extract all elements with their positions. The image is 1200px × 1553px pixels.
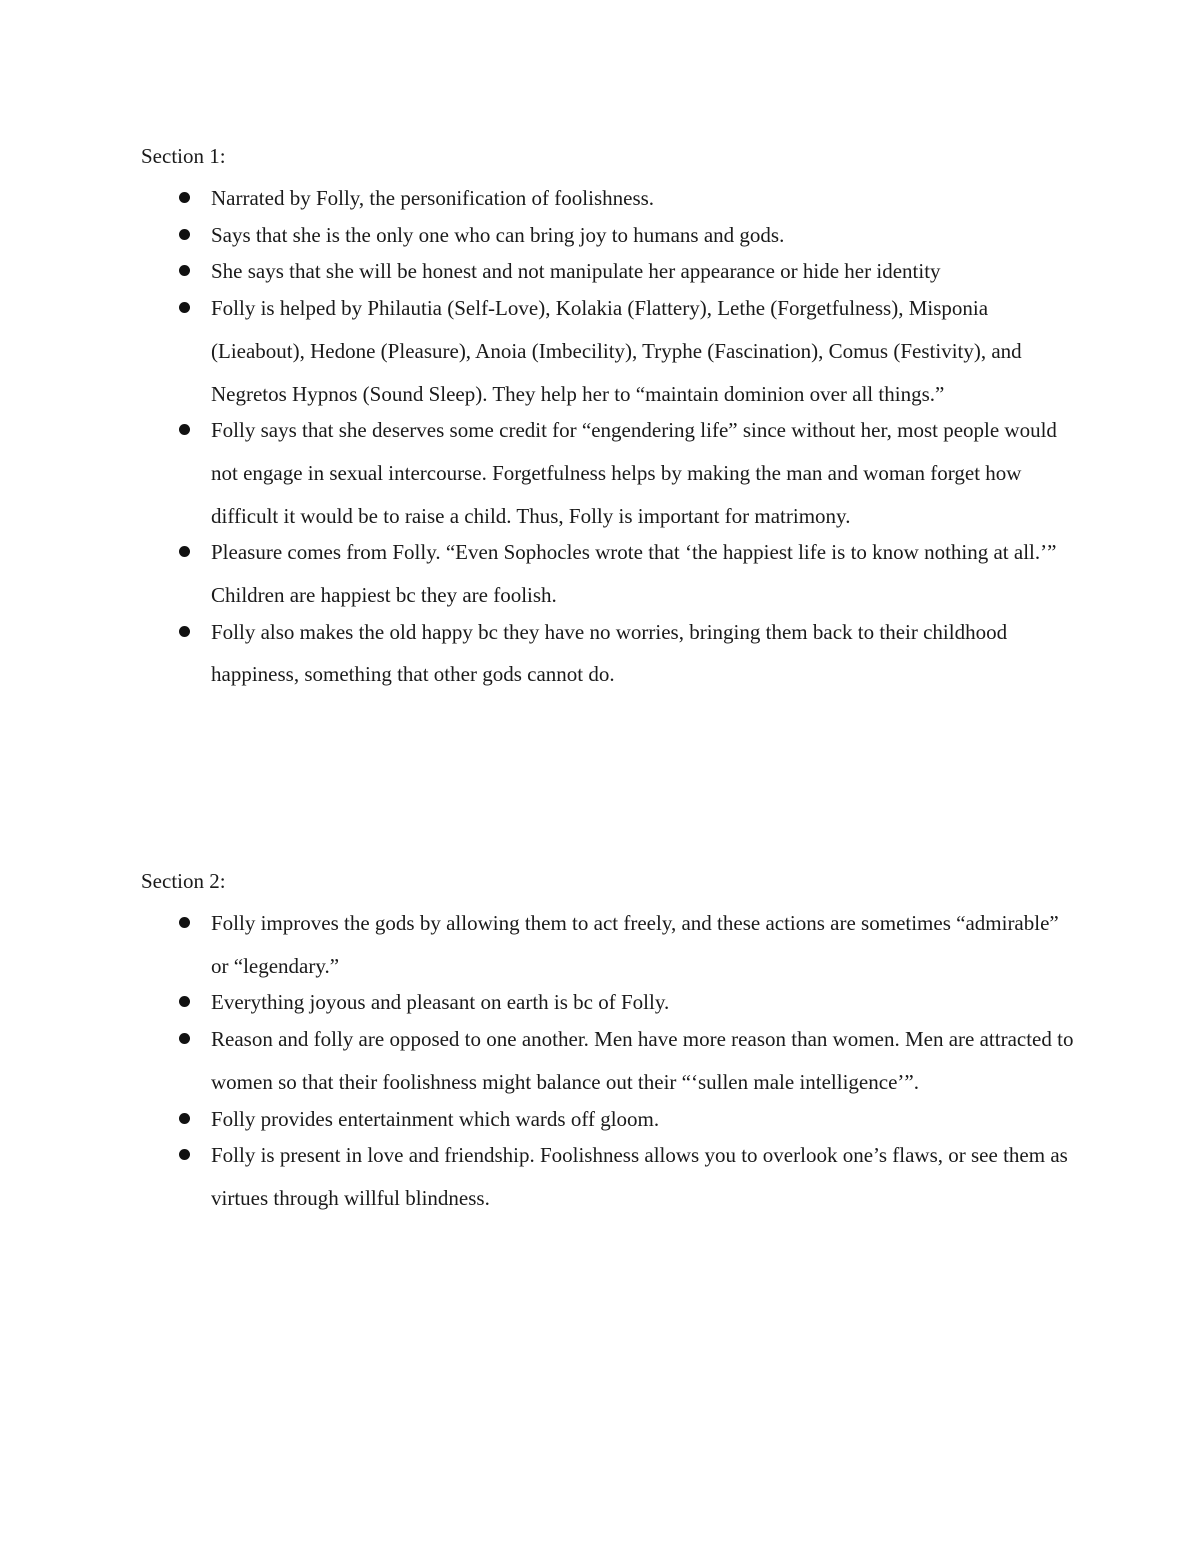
list-item-text: Says that she is the only one who can bring joy to humans and gods. [211, 222, 785, 247]
list-item-text: Folly provides entertainment which wards off gloom. [211, 1106, 660, 1131]
list-item-text: Folly is present in love and friendship. Foolishness allows you to overlook one’s flaws, or see them as virtues through willful blindness. [211, 1143, 1068, 1210]
bullet-list [141, 902, 1081, 1220]
list-item-text: Folly says that she deserves some credit for “engendering life” since without her, most people would not engage in sexual intercourse. Forgetfulness helps by making the man and woman forget how difficult it would be to raise a child. Thus, Folly is important for matrimony. [211, 418, 1057, 528]
bullet-icon [179, 1033, 190, 1044]
bullet-icon [179, 192, 190, 203]
bullet-icon [179, 996, 190, 1007]
list-item [141, 1018, 1081, 1103]
list-item-text: Reason and folly are opposed to one another. Men have more reason than women. Men are attracted to women so that their foolishness might balance out their “‘sullen male intelligence’”. [211, 1027, 1074, 1094]
list-item [141, 902, 1081, 987]
list-item-text: She says that she will be honest and not manipulate her appearance or hide her identity [211, 259, 941, 284]
list-item-text: Everything joyous and pleasant on earth is bc of Folly. [211, 990, 670, 1015]
list-item [141, 531, 1081, 616]
bullet-icon [179, 229, 190, 240]
list-item [141, 287, 1081, 415]
bullet-icon [179, 546, 190, 557]
bullet-icon [179, 626, 190, 637]
list-item [141, 409, 1081, 537]
list-item [141, 611, 1081, 696]
section-heading: Section 1: [141, 144, 226, 168]
bullet-icon [179, 302, 190, 313]
list-item-text: Folly also makes the old happy bc they have no worries, bringing them back to their childhood happiness, something that other gods cannot do. [211, 619, 1008, 687]
bullet-icon [179, 1113, 190, 1124]
section-1 [141, 141, 1081, 696]
list-item [141, 1134, 1081, 1219]
list-item-text: Pleasure comes from Folly. “Even Sophocles wrote that ‘the happiest life is to know nothing at all.’” Children are happiest bc they are foolish. [211, 540, 1057, 608]
list-item-text: Narrated by Folly, the personification of foolishness. [211, 186, 655, 210]
list-item-text: Folly is helped by Philautia (Self-Love), Kolakia (Flattery), Lethe (Forgetfulness), Misponia (Lieabout), Hedone (Pleasure), Anoia (Imbecility), Tryphe (Fascination), Comus (Festivity), and Negretos Hypnos (Sound Sleep). They help her to “maintain dominion over all things.” [211, 296, 1022, 406]
bullet-icon [179, 424, 190, 435]
section-2 [141, 866, 1081, 1220]
bullet-icon [179, 265, 190, 276]
section-heading: Section 2: [141, 869, 226, 893]
bullet-icon [179, 1149, 190, 1160]
bullet-list [141, 177, 1081, 696]
list-item-text: Folly improves the gods by allowing them to act freely, and these actions are sometimes “admirable” or “legendary.” [211, 911, 1059, 978]
bullet-icon [179, 917, 190, 928]
